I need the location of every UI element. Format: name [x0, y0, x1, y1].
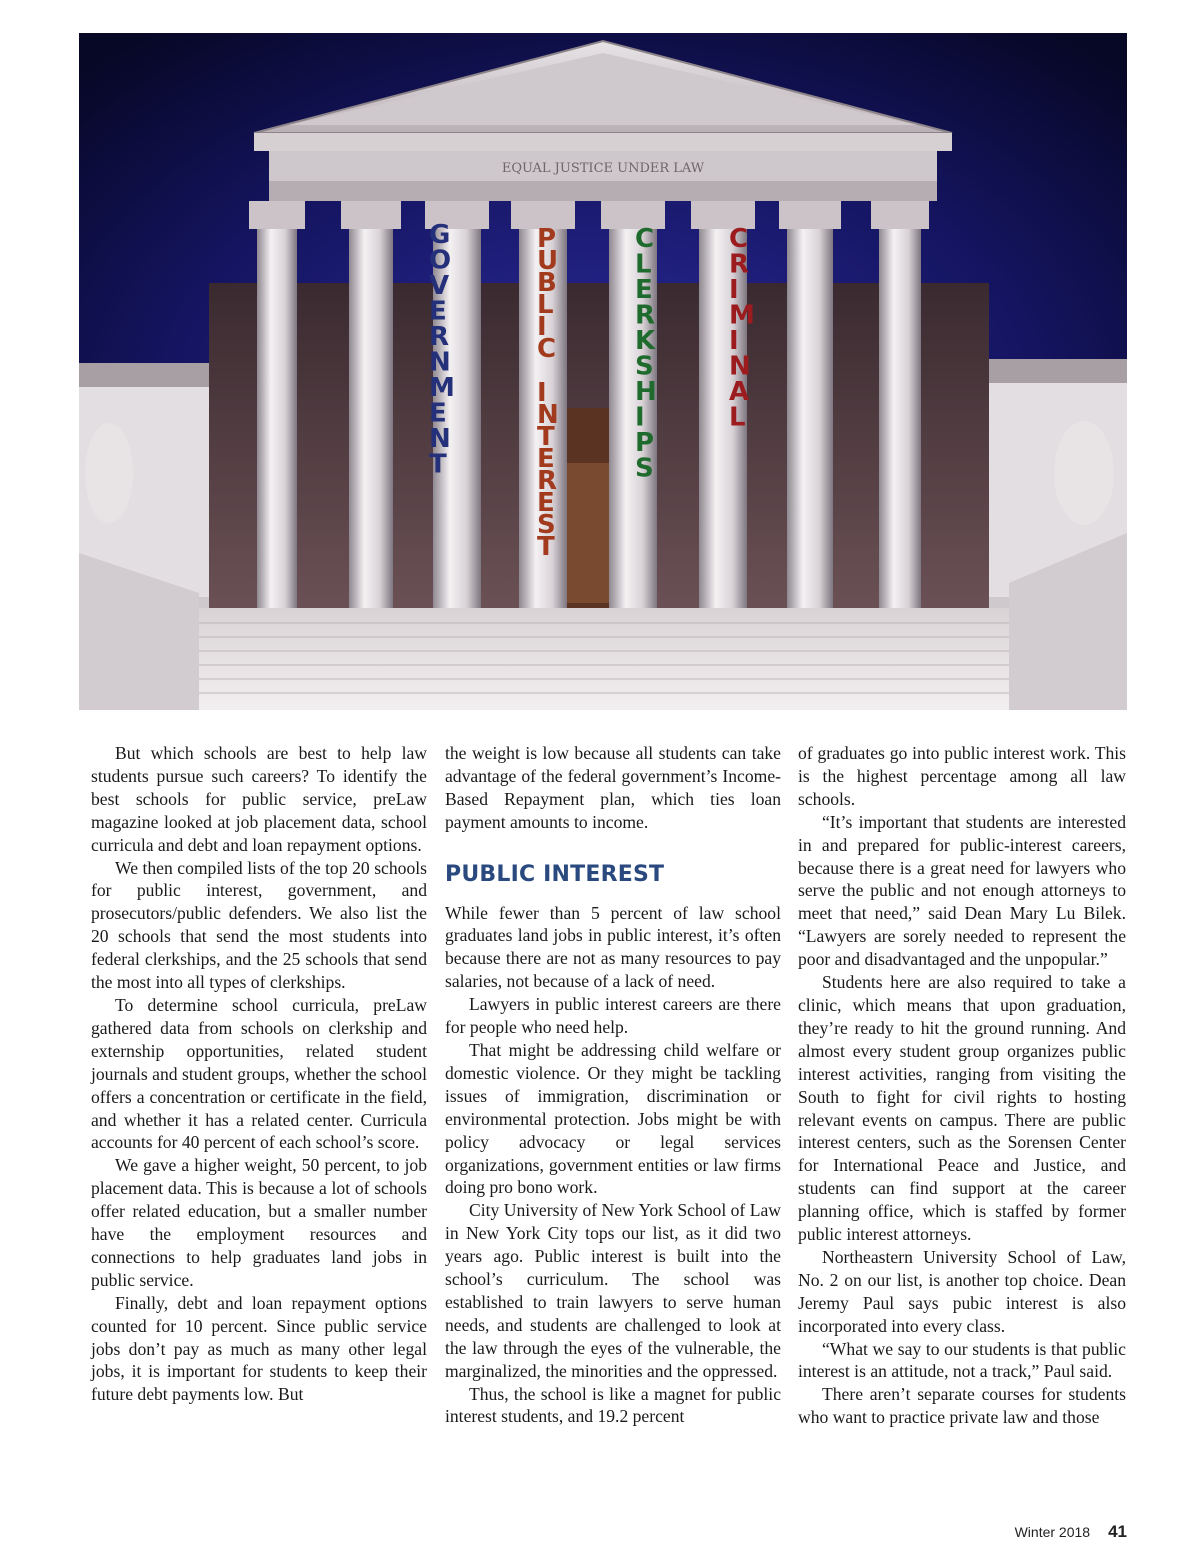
paragraph: of graduates go into public interest work. This is the highest percentage among all law schools.	[798, 743, 1126, 809]
article-column-3	[798, 742, 1126, 1429]
banner-government: G O V E R N M E N T	[429, 220, 455, 480]
paragraph: While fewer than 5 percent of law school graduates land jobs in public interest, it’s often because there are not as many resources to pay salaries, not because of a lack of need.	[445, 902, 781, 992]
paragraph: But which schools are best to help law students pursue such careers? To identify the best schools for public service, preLaw magazine looked at job placement data, school curricula and debt and loan repayment options.	[91, 743, 427, 855]
paragraph: Students here are also required to take a clinic, which means that upon graduation, they’re ready to hit the ground running. And almost every student group organizes public interest activities, ranging from visiting the South to fight for civil rights to hosting relevant events on campus. There are public interest centers, such as the Sorensen Center for International Peace and Justice, and students can find support at the career planning office, which is staffed by former public interest attorneys.	[798, 972, 1126, 1245]
paragraph: Northeastern University School of Law, No. 2 on our list, is another top choice. Dean Jeremy Paul says pubic interest is also incorporated into every class.	[798, 1246, 1126, 1336]
paragraph: Finally, debt and loan repayment options counted for 10 percent. Since public service jobs don’t pay as much as many other legal jobs, it is important for students to keep their future debt payments low. But	[91, 1292, 427, 1405]
paragraph: “What we say to our students is that public interest is an attitude, not a track,” Paul said.	[798, 1338, 1126, 1382]
issue-label: Winter 2018	[1014, 1524, 1091, 1540]
section-heading: PUBLIC INTEREST	[445, 861, 665, 887]
banner-criminal: C R I M I N A L	[729, 224, 755, 433]
paragraph: Lawyers in public interest careers are there for people who need help.	[445, 994, 781, 1038]
banner-clerkships: C L E R K S H I P S	[635, 224, 657, 484]
frieze-inscription: EQUAL JUSTICE UNDER LAW	[501, 161, 705, 176]
article-column-2	[445, 742, 781, 1428]
statue-left	[85, 423, 133, 523]
statue-right	[1054, 421, 1114, 525]
supreme-court-photo	[79, 33, 1127, 710]
paragraph: City University of New York School of Law in New York City tops our list, as it did two years ago. Public interest is built into the school’s curriculum. The school was established to train lawyers to serve human needs, and students are challenged to look at the law through the eyes of the vulnerable, the marginalized, the minorities and the oppressed.	[445, 1200, 781, 1381]
paragraph: Thus, the school is like a magnet for public interest students, and 19.2 percent	[445, 1383, 781, 1427]
paragraph: “It’s important that students are interested in and prepared for public-interest careers, because there is a great need for lawyers who serve the public and not enough attorneys to meet that need,” said Dean Mary Lu Bilek. “Lawyers are sorely needed to represent the poor and disadvantaged and the unpopular.”	[798, 811, 1126, 970]
paragraph: That might be addressing child welfare or domestic violence. Or they might be tackling issues of immigration, discrimination or environmental protection. Jobs might be with policy advocacy or legal services organizations, government entities or law firms doing pro bono work.	[445, 1039, 781, 1198]
page-footer	[1015, 1522, 1127, 1542]
paragraph: To determine school curricula, preLaw gathered data from schools on clerkship and externship opportunities, related student journals and student groups, whether the school offers a concentration or certificate in the field, and whether it has a related center. Curricula accounts for 40 percent of each school’s score.	[91, 994, 427, 1153]
article-column-1	[91, 742, 427, 1406]
banner-public-interest: P U B L I C I N T E R E S T	[537, 224, 559, 562]
paragraph: We then compiled lists of the top 20 schools for public interest, government, and prosecutors/public defenders. We also list the 20 schools that send the most students into federal clerkships, and the 25 schools that send the most into all types of clerkships.	[91, 857, 427, 993]
page-number: 41	[1108, 1522, 1127, 1541]
paragraph: the weight is low because all students can take advantage of the federal government’s Income-Based Repayment plan, which ties loan payment amounts to income.	[445, 743, 781, 832]
paragraph: We gave a higher weight, 50 percent, to job placement data. This is because a lot of schools offer related education, but a smaller number have the employment resources and connections to help graduates land jobs in public service.	[91, 1155, 427, 1290]
paragraph: There aren’t separate courses for students who want to practice private law and those	[798, 1384, 1126, 1428]
